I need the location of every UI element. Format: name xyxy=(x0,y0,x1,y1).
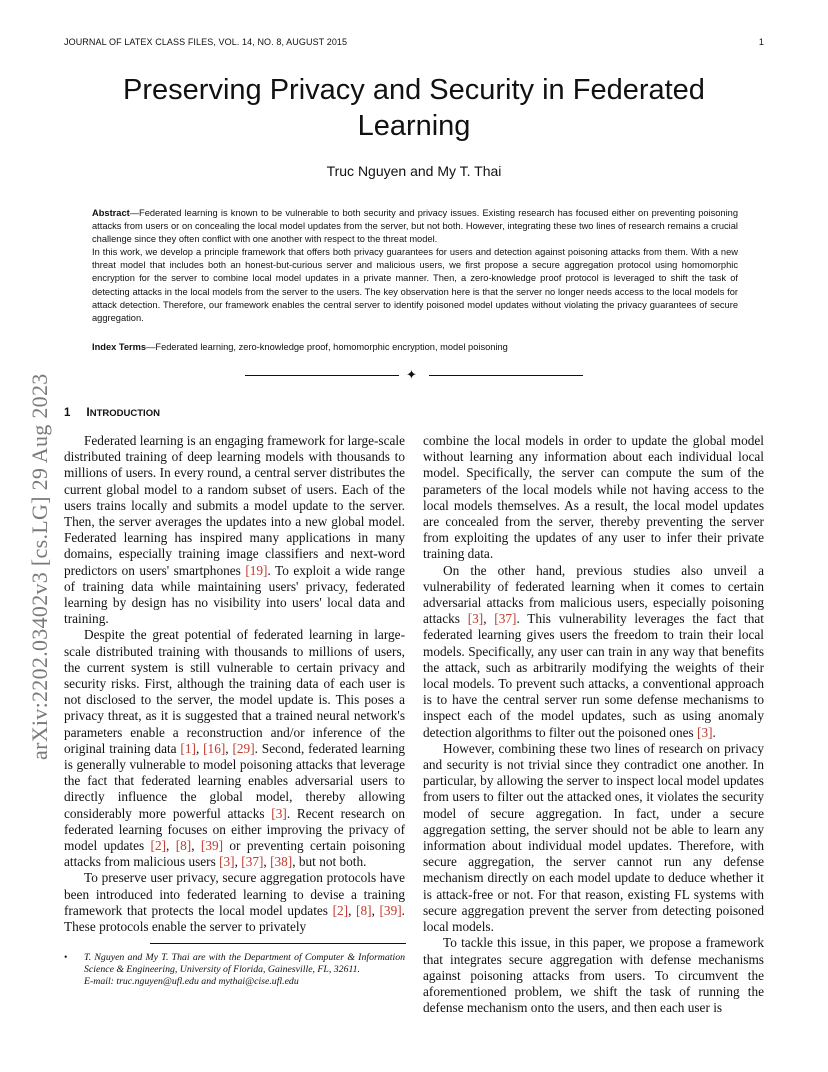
body-paragraph: Federated learning is an engaging framework for large-scale distributed training of deep learning models with thousands to millions of users. In every round, a central server distributes the current global model to a random subset of users. Each of the users trains locally and submits a model update to the server. Then, the server averages the updates into a new global model. Federated learning has inspired many applications in many domains, especially training image classifiers and next-word predictors on users' smartphones [19]. To exploit a wide range of training data while maintaining users' privacy, federated learning by design has no visibility into users' local data and training. xyxy=(64,433,405,627)
index-terms-text: —Federated learning, zero-knowledge proof, homomorphic encryption, model poisoning xyxy=(146,342,508,352)
citation-link[interactable]: [37] xyxy=(494,611,517,627)
paper-authors: Truc Nguyen and My T. Thai xyxy=(326,163,502,179)
citation-link[interactable]: [3] xyxy=(697,724,713,740)
divider-line-right xyxy=(429,375,583,376)
citation-link[interactable]: [3] xyxy=(271,805,287,821)
page-number: 1 xyxy=(758,37,764,47)
left-column xyxy=(64,433,405,935)
body-paragraph: On the other hand, previous studies also unveil a vulnerability of federated learning when it comes to certain adversarial attacks from malicious users, especially poisoning attacks [3], [37]. This vulnerability leverages the fact that federated learning gives users the freedom to train their local models. Specifically, any user can train in any way that benefits the attack, such as arbitrarily modifying the weights of their local models. To prevent such attacks, a conventional approach is to have the central server run some defense mechanisms to inspect each of the model updates, such as using anomaly detection algorithms to filter out the poisoned ones [3]. xyxy=(423,562,764,740)
body-paragraph: However, combining these two lines of research on privacy and security is not trivial since they contradict one another. In particular, by allowing the server to inspect local model updates from users to filter out the attacked ones, it violates the security model of secure aggregation. In fact, under a secure aggregation setting, the server should not be able to learn any information about individual model updates. Therefore, with secure aggregation, the server cannot run any defense mechanism directly on each model update to deduce whether it is attack-free or not. For that reason, existing FL systems with secure aggregation prevent the server from detecting poisoned local models. xyxy=(423,740,764,935)
citation-link[interactable]: [8] xyxy=(356,902,372,918)
footnote-email: E-mail: truc.nguyen@ufl.edu and mythai@cise.ufl.edu xyxy=(84,976,299,987)
citation-link[interactable]: [2] xyxy=(332,902,349,918)
author-footnote xyxy=(64,952,405,988)
citation-link[interactable]: [19] xyxy=(245,562,268,578)
body-paragraph: To preserve user privacy, secure aggregation protocols have been introduced into federated learning to devise a training framework that protects the local model updates [2], [8], [39]. These protocols enable the server to privately xyxy=(64,870,405,935)
section-heading xyxy=(64,405,160,419)
citation-link[interactable]: [29] xyxy=(232,740,255,756)
citation-link[interactable]: [2] xyxy=(150,838,167,854)
citation-link[interactable]: [38] xyxy=(270,854,293,870)
divider-diamond-icon: ✦ xyxy=(406,367,417,382)
abstract-label: Abstract xyxy=(92,208,130,218)
abstract-paragraph-1 xyxy=(92,207,738,246)
section-title-rest: NTRODUCTION xyxy=(89,408,160,419)
citation-link[interactable]: [39] xyxy=(379,902,402,918)
citation-link[interactable]: [3] xyxy=(219,854,235,870)
section-divider xyxy=(245,369,583,383)
section-number: 1 xyxy=(64,407,71,419)
citation-link[interactable]: [39] xyxy=(200,838,224,854)
index-terms xyxy=(92,341,738,354)
section-initial: I xyxy=(86,405,90,419)
citation-link[interactable]: [8] xyxy=(175,838,192,854)
footnote-bullet: • xyxy=(64,952,68,963)
abstract-text-1: —Federated learning is known to be vulnerable to both security and privacy issues. Existing research has focused either on preventing poisoning attacks from users or on concealing the local model updates from the server, but not both. However, integrating these two lines of research remains a crucial challenge since they often conflict with one another with respect to the threat model. xyxy=(92,208,738,245)
paper-title: Preserving Privacy and Security in Federated Learning xyxy=(123,74,705,142)
body-paragraph: To tackle this issue, in this paper, we propose a framework that integrates secure aggregation with defense mechanisms against poisoning attacks from users. To circumvent the aforementioned problem, we shift the task of running the defense mechanism onto the users, and then each user is xyxy=(423,935,764,1016)
body-paragraph: Despite the great potential of federated learning in large-scale distributed training with thousands to millions of users, the current system is still vulnerable to certain privacy and security risks. First, although the training data of each user is not disclosed to the server, the model update is. This poses a privacy threat, as it is suggested that a trained neural network's parameters enable a reconstruction and/or inference of the original training data [1], [16], [29]. Second, federated learning is generally vulnerable to model poisoning attacks that leverage the fact that federated learning enables adversarial users to directly influence the global model, thereby allowing considerably more powerful attacks [3]. Recent research on federated learning focuses on either improving the privacy of model updates [2], [8], [39] or preventing certain poisoning attacks from malicious users [3], [37], [38], but not both. xyxy=(64,627,405,870)
abstract xyxy=(92,207,738,325)
divider-line-left xyxy=(245,375,399,376)
arxiv-watermark: arXiv:2202.03402v3 [cs.LG] 29 Aug 2023 xyxy=(27,373,52,760)
citation-link[interactable]: [37] xyxy=(241,854,264,870)
footnote-rule xyxy=(150,943,406,944)
footnote-text xyxy=(84,952,405,988)
citation-link[interactable]: [1] xyxy=(180,740,196,756)
citation-link[interactable]: [3] xyxy=(467,611,484,627)
right-column xyxy=(423,433,764,1016)
footnote-affiliation: T. Nguyen and My T. Thai are with the Department of Computer & Information Science & Engineering, University of Florida, Gainesville, FL, 32611. xyxy=(84,952,405,975)
journal-name: JOURNAL OF LATEX CLASS FILES, VOL. 14, NO. 8, AUGUST 2015 xyxy=(64,37,348,47)
abstract-paragraph-2: In this work, we develop a principle framework that offers both privacy guarantees for users and detection against poisoning attacks from them. With a new threat model that includes both an honest-but-curious server and malicious users, we first propose a secure aggregation protocol using homomorphic encryption for the server to combine local model updates in a private manner. Then, a zero-knowledge proof protocol is leveraged to shift the task of detecting attacks in the local models from the server to the users. The key observation here is that the server no longer needs access to the local models for attack detection. Therefore, our framework enables the central server to identify poisoned model updates without violating the privacy guarantees of secure aggregation. xyxy=(92,247,738,323)
citation-link[interactable]: [16] xyxy=(203,740,226,756)
body-paragraph: combine the local models in order to update the global model without learning any information about each individual local model. Specifically, the server can compute the sum of the parameters of the local models while not having access to the local models themselves. As a result, the local model updates are concealed from the server, thereby preventing the server from exploiting the updates of any user to infer their private training data. xyxy=(423,433,764,562)
index-terms-label: Index Terms xyxy=(92,342,147,352)
running-header xyxy=(64,37,764,51)
